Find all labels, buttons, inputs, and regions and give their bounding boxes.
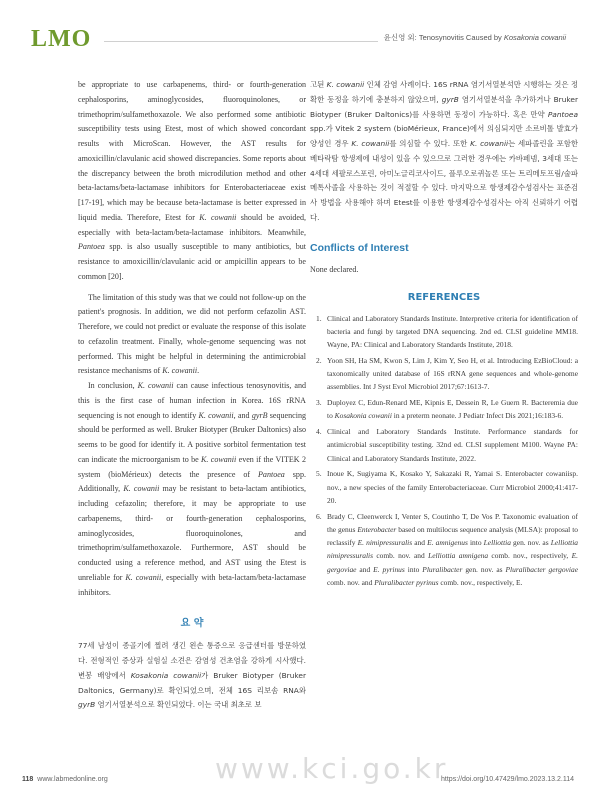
journal-site-link[interactable]: www.labmedonline.org	[37, 776, 108, 783]
limitations-paragraph: The limitation of this study was that we could not follow-up on the patient's prognosis. In addition, we did not perform cefazolin AST. Therefore, we could not predict or evaluate the response of this isolate to cefazolin treatment. Finally, whole-genome sequencing was not performed. This might be helpful in determining the antimicrobial resistance mechanisms of K. cowanii.	[78, 292, 306, 376]
korean-summary-paragraph-1: 77세 남성이 종골기에 찔려 생긴 왼손 통증으로 응급센터를 방문하였다. 전형적인 증상과 실험실 소견은 감염성 건초염을 강하게 시사했다. 변봉 배양에서 Kosakonia cowanii가 Bruker Biotyper (Bruker Daltonics, Germany)로 확인되었으며, 전체 16S 리보솜 RNA와 gyrB 염기서열분석으로 확인되었다. 이는 국내 최초로 보	[78, 641, 306, 710]
running-head-prefix: 윤신영 외: Tenosynovitis Caused by	[383, 33, 504, 42]
korean-summary-paragraph-2: 고된 K. cowanii 인체 감염 사례이다. 16S rRNA 염기서열분석만 시행하는 것은 정확한 동정을 하기에 충분하지 않았으며, gyrB 염기서열분석을 추가하거나 Bruker Biotyper (Bruker Daltonics)를 사용하면 동정이 가능하다. 혹은 만약 Pantoea spp.가 Vitek 2 system (bioMérieux, France)에서 의심되지만 소르비톨 발효가 양성인 경우 K. cowanii를 의심할 수 있다. 또한 K. cowanii는 세파졸린을 포함한 베타락탐 항생제에 내성이 있을 수 있으므로 그러한 경우에는 카바페넴, 3세대 또는 4세대 세팔로스포린, 아미노글리코사이드, 플루오로퀴놀론 또는 트리메토프림/술파메톡사졸을 사용하는 것이 적절할 수 있다. 마지막으로 항생제감수성검사는 표준검사 방법을 사용해야 하며 Etest를 이용한 항생제감수성검사는 아직 신뢰하기 어렵다.	[310, 80, 579, 222]
reference-item: 6. Brady C, Cleenwerck I, Venter S, Coutinho T, De Vos P. Taxonomic evaluation of the genus Enterobacter based on multilocus sequence analysis (MLSA): proposal to reclassify E. nimipressuralis and E. amnigenus into Lelliottia gen. nov. as Lelliottia nimipressuralis comb. nov. and Lelliottia amnigena comb. nov., respectively, E. gergoviae and E. pyrinus into Pluralibacter gen. nov. as Pluralibacter gergoviae comb. nov. and Pluralibacter pyrinus comb. nov., respectively, E.	[316, 511, 578, 587]
watermark: www.kci.go.kr	[215, 752, 449, 785]
conflicts-heading: Conflicts of Interest	[310, 241, 409, 254]
doi-link[interactable]: https://doi.org/10.47429/lmo.2023.13.2.114	[441, 776, 574, 783]
reference-item: 2. Yoon SH, Ha SM, Kwon S, Lim J, Kim Y, Seo H, et al. Introducing EzBioCloud: a taxonomically united database of 16S rRNA gene sequences and whole-genome assemblies. Int J Syst Evol Microbiol 2017;67:1613-7.	[316, 355, 578, 392]
running-head-species: Kosakonia cowanii	[503, 33, 566, 42]
right-column	[310, 78, 578, 592]
journal-logo: LMO	[31, 26, 92, 52]
reference-item: 1. Clinical and Laboratory Standards Institute. Interpretive criteria for identification of bacteria and fungi by targeted DNA sequencing. 2nd ed. CLSI guideline MM18. Wayne, PA: Clinical and Laboratory Standards Institute, 2018.	[316, 313, 578, 349]
korean-summary-heading: 요 약	[180, 618, 204, 630]
reference-item: 4. Clinical and Laboratory Standards Institute. Performance standards for antimicrobial susceptibility testing. 32nd ed. CLSI supplement M100. Wayne PA: Clinical and Laboratory Standards Institute, 2022.	[316, 427, 578, 463]
conflicts-text: None declared.	[310, 264, 359, 274]
references-heading: REFERENCES	[407, 291, 481, 303]
left-column	[78, 78, 306, 713]
reference-item: 5. Inoue K, Sugiyama K, Kosako Y, Sakazaki R, Yamai S. Enterobacter cowaniisp. nov., a new species of the family Enterobacteriaceae. Curr Microbiol 2000;41:417-20.	[316, 469, 578, 505]
running-head	[378, 32, 566, 43]
footer-left	[22, 776, 108, 783]
conclusion-paragraph: In conclusion, K. cowanii can cause infectious tenosynovitis, and this is the first case of human infection in Korea. 16S rRNA sequencing is not enough to identify K. cowanii, and gyrB sequencing should be performed as well. Bruker Biotyper (Bruker Daltonics) also seems to be good for identify it. A positive sorbitol fermentation test can indicate the microorganism to be K. cowanii even if the VITEK 2 system (bioMérieux) detects the presence of Pantoea spp. Additionally, K. cowanii may be resistant to beta-lactam antibiotics, including cefazolin; therefore, it may be appropriate to use carbapenems, third- or fourth-generation cephalosporins, aminoglycosides, fluoroquinolones, and trimethoprim/sulfamethoxazole. Furthermore, AST should be conducted using a reference method, and AST using the Etest is unreliable for K. cowanii, especially with beta-lactam/beta-lactamase inhibitors.	[78, 381, 307, 597]
reference-list	[310, 312, 578, 590]
discussion-paragraph-1: be appropriate to use carbapenems, third- or fourth-generation cephalosporins, aminoglycosides, fluoroquinolones, or trimethoprim/sulfamethoxazole. We also performed some antibiotic susceptibility tests using Etest, most of which showed concordant results with MicroScan. However, the AST results for amoxicillin/clavulanic acid showed discrepancies. Some reports about the discrepancy between the broth microdilution method and other beta-lactams/beta-lactamase inhibitors for Enterobacteriaceae exist [17-19], which may be because beta-lactamase is better expressed in liquid media. Therefore, Etest for K. cowanii should be avoided, especially with beta-lactam/beta-lactamase inhibitors. Meanwhile, Pantoea spp. is also usually susceptible to many antibiotics, but resistance to amoxicillin/clavulanic acid or ampicillin appears to be common [20].	[78, 80, 306, 281]
reference-item: 3. Duployez C, Edun-Renard ME, Kipnis E, Dessein R, Le Guern R. Bacteremia due to Kosakonia cowanii in a preterm neonate. J Pediatr Infect Dis 2021;16:183-6.	[316, 398, 578, 421]
page-number: 118	[22, 776, 34, 783]
